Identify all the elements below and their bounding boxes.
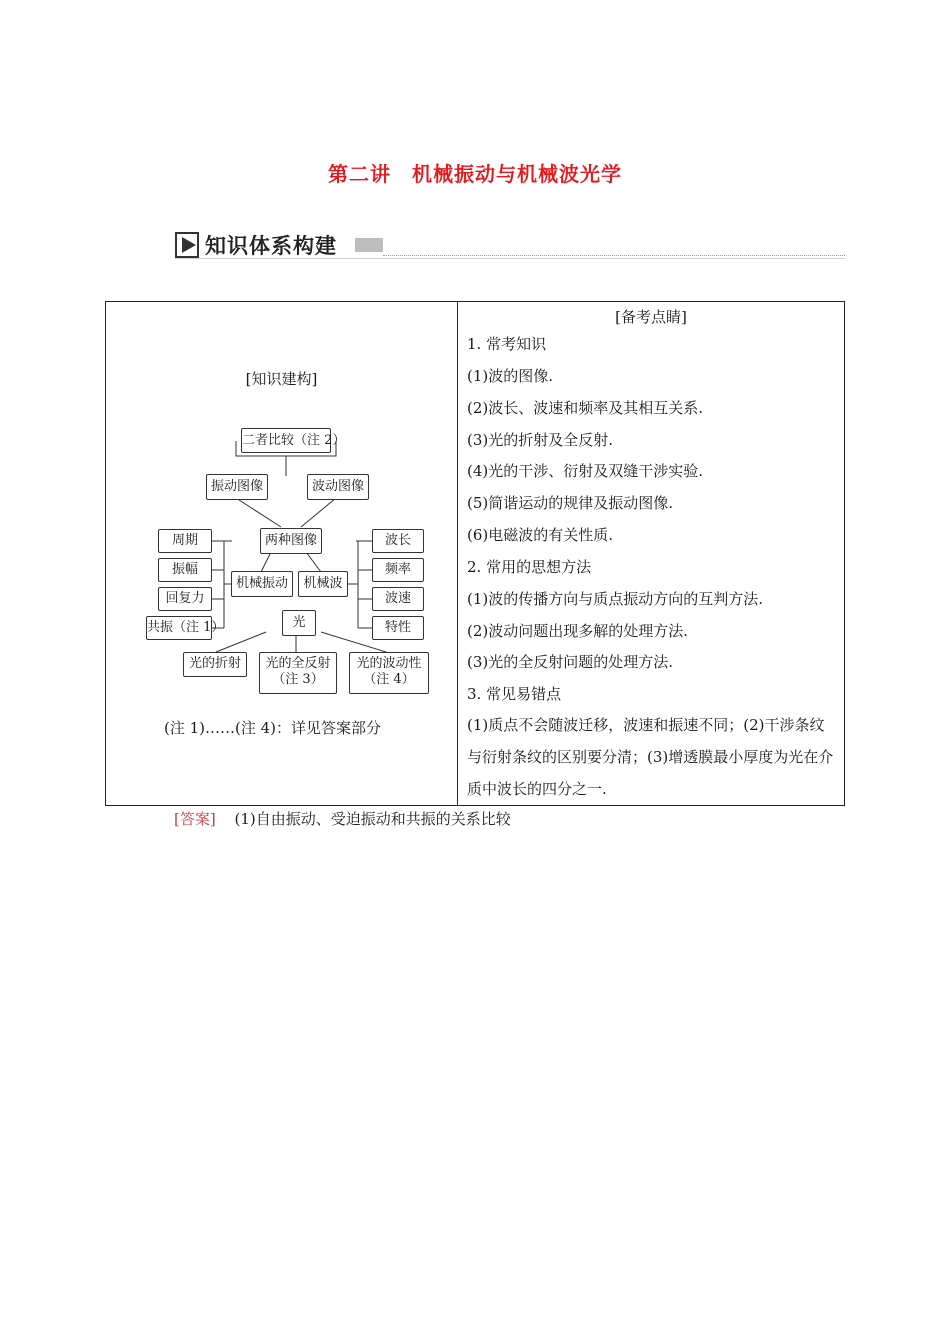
play-arrow-icon <box>175 232 201 258</box>
tips-line: (1)波的图像. <box>467 367 554 385</box>
wave-nature-box <box>349 652 429 694</box>
total-reflection-box <box>259 652 337 694</box>
two-graphs-box: 两种图像 <box>260 528 322 554</box>
exam-tips-heading: [备考点睛] <box>615 308 687 326</box>
total-reflection-label: 光的全反射 <box>265 656 331 671</box>
wave-nature-label: 光的波动性 <box>356 656 422 671</box>
diagram-note: (注 1)……(注 4)：详见答案部分 <box>164 719 382 737</box>
right-item-properties: 特性 <box>372 616 424 640</box>
comparison-box: 二者比较（注 2） <box>241 428 331 453</box>
total-reflection-note: （注 3） <box>272 672 324 688</box>
tips-line: (5)简谐运动的规律及振动图像. <box>467 494 674 512</box>
tips-line: (3)光的折射及全反射. <box>467 431 614 449</box>
mechanical-wave-box: 机械波 <box>298 571 348 597</box>
section-header-label: 知识体系构建 <box>205 234 337 258</box>
tips-line: 1. 常考知识 <box>467 335 547 353</box>
tips-line: (1)波的传播方向与质点振动方向的互判方法. <box>467 590 764 608</box>
left-item-resonance: 共振（注 1） <box>146 616 212 640</box>
knowledge-table <box>105 301 845 806</box>
tips-line: (4)光的干涉、衍射及双缝干涉实验. <box>467 462 704 480</box>
light-box: 光 <box>282 610 316 636</box>
knowledge-structure-cell <box>106 302 457 805</box>
section-header <box>175 230 847 260</box>
answer-tag: [答案] <box>174 810 216 828</box>
mechanical-vibration-box: 机械振动 <box>231 571 293 597</box>
wave-nature-note: （注 4） <box>363 672 415 688</box>
page-title: 第二讲 机械振动与机械波光学 <box>328 162 622 186</box>
answer-line <box>174 808 511 829</box>
right-item-wave-speed: 波速 <box>372 587 424 611</box>
left-item-period: 周期 <box>158 529 212 553</box>
wave-graph-box: 波动图像 <box>307 474 369 500</box>
tips-line: 3. 常见易错点 <box>467 685 562 703</box>
left-item-amplitude: 振幅 <box>158 558 212 582</box>
tips-line: (6)电磁波的有关性质. <box>467 526 614 544</box>
right-item-frequency: 频率 <box>372 558 424 582</box>
tips-line: 2. 常用的思想方法 <box>467 558 592 576</box>
tips-line: (2)波长、波速和频率及其相互关系. <box>467 399 704 417</box>
common-mistakes-paragraph: (1)质点不会随波迁移，波速和振速不同；(2)干涉条纹与衍射条纹的区别要分清；(3)增透膜最小厚度为光在介质中波长的四分之一. <box>467 716 834 798</box>
refraction-box: 光的折射 <box>183 652 247 677</box>
exam-tips-cell <box>458 302 844 805</box>
right-item-wavelength: 波长 <box>372 529 424 553</box>
answer-text: (1)自由振动、受迫振动和共振的关系比较 <box>234 810 511 828</box>
tips-line: (3)光的全反射问题的处理方法. <box>467 653 674 671</box>
header-dotted-line <box>383 255 845 256</box>
vibration-graph-box: 振动图像 <box>206 474 268 500</box>
header-bar <box>355 238 383 252</box>
left-item-restoring-force: 回复力 <box>158 587 212 611</box>
tips-line: (2)波动问题出现多解的处理方法. <box>467 622 689 640</box>
knowledge-structure-heading: [知识建构] <box>245 370 318 388</box>
header-rule <box>175 258 845 259</box>
